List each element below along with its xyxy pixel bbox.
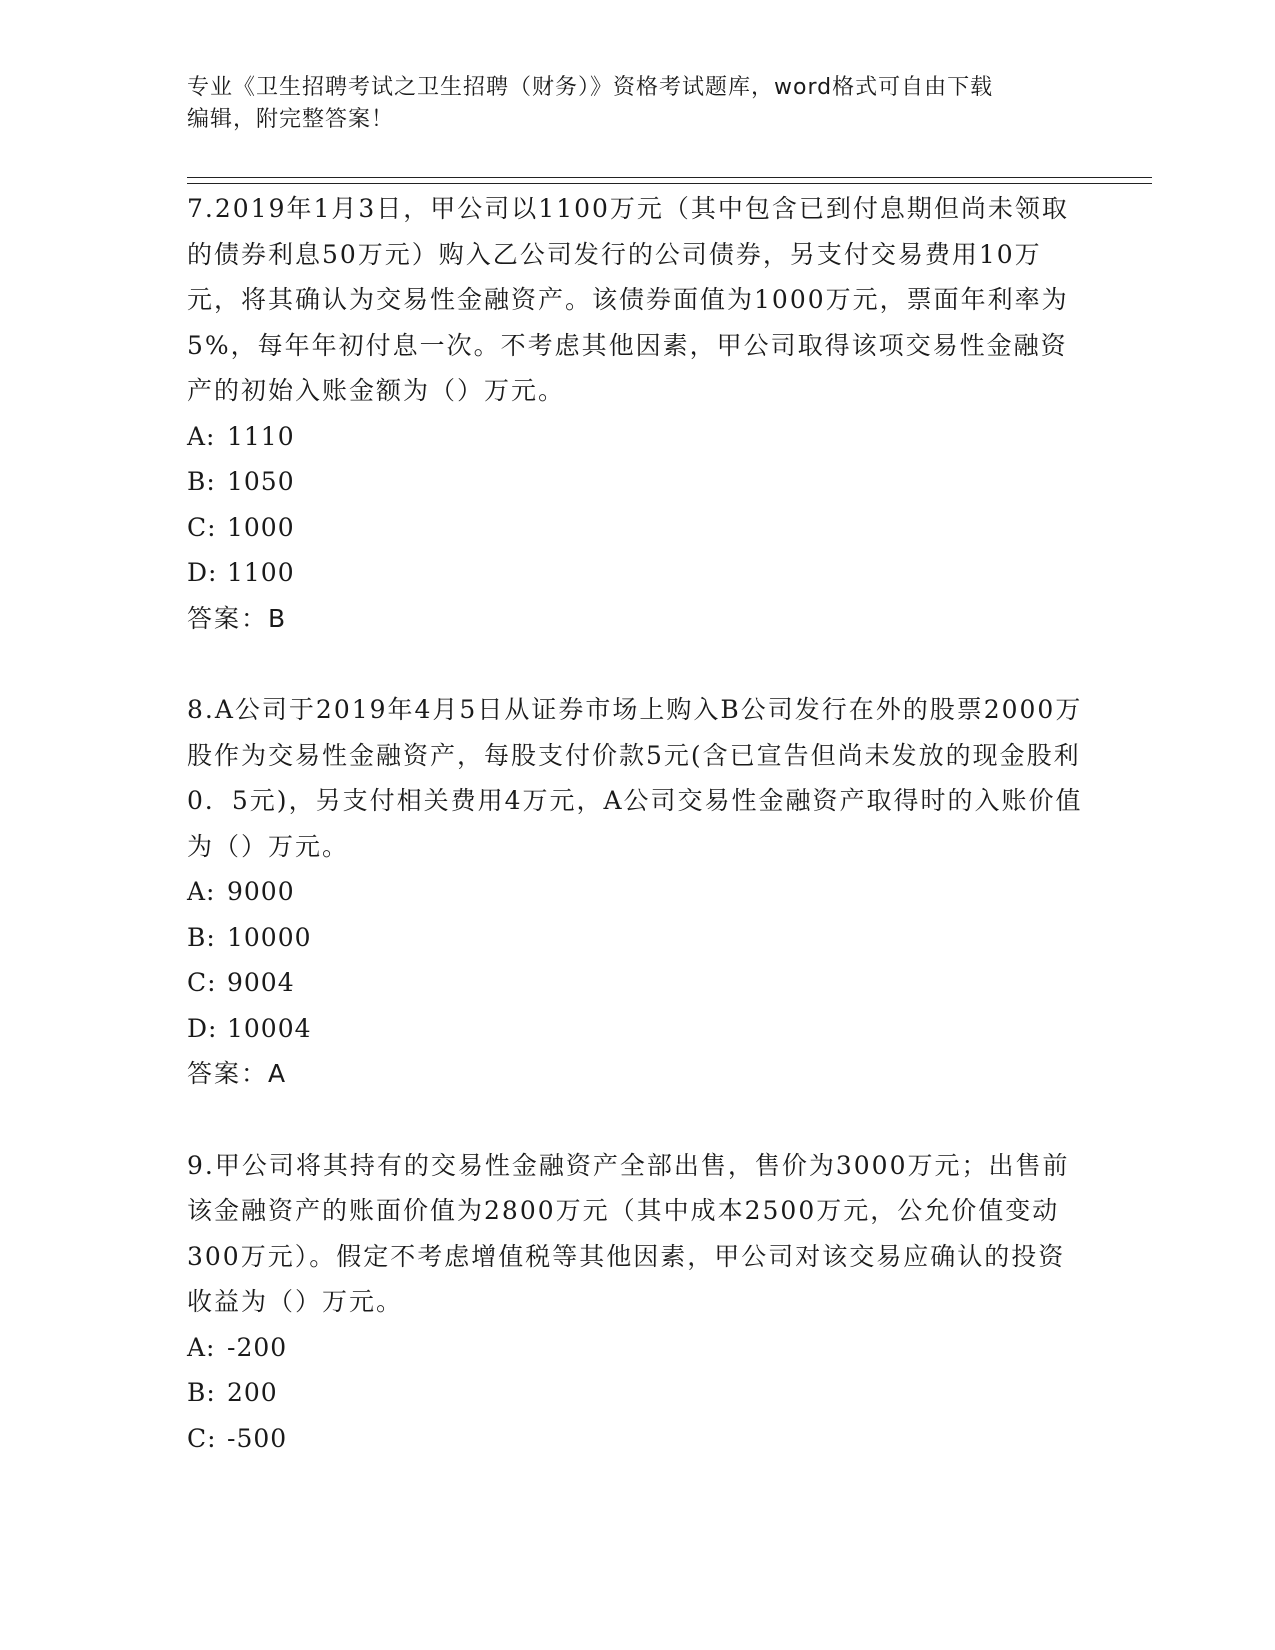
option-letter: A: [187,421,216,451]
option-text: 10000 [227,922,312,952]
option-letter: B: [187,467,216,496]
option-text: 200 [227,1378,278,1407]
option-letter: C: [187,512,217,542]
option-text: 1110 [227,421,295,451]
question-stem: 8.A公司于2019年4月5日从证券市场上购入B公司发行在外的股票2000万股作为交易性金融资产，每股支付价款5元(含已宣告但尚未发放的现金股利0．5元)，另支付相关费用4万元，A公司交易性金融资产取得时的入账价值为（）万元。 [187,695,1083,861]
header-line-1: 专业《卫生招聘考试之卫生招聘（财务）》资格考试题库，word格式可自由下载 [187,75,994,100]
option-text: 9004 [227,968,295,997]
header-divider-bottom [187,183,1152,184]
option-letter: A: [187,877,216,906]
option-text: 9000 [227,877,295,906]
option-letter: B: [187,1378,216,1407]
document-header [187,72,1087,136]
option-b [187,1370,1087,1416]
option-text: 1000 [227,512,295,542]
header-divider-top [187,177,1152,178]
option-text: -200 [227,1332,288,1362]
answer-line: 答案：B [187,603,288,633]
option-letter: C: [187,968,217,997]
option-letter: A: [187,1332,216,1362]
question-9 [187,1143,1087,1462]
question-stem: 7.2019年1月3日，甲公司以1100万元（其中包含已到付息期但尚未领取的债券利息50万元）购入乙公司发行的公司债券，另支付交易费用10万元，将其确认为交易性金融资产。该债券面值为1000万元，票面年利率为5%，每年年初付息一次。不考虑其他因素，甲公司取得该项交易性金融资产的初始入账金额为（）万元。 [187,194,1069,405]
question-stem: 9.甲公司将其持有的交易性金融资产全部出售，售价为3000万元；出售前该金融资产的账面价值为2800万元（其中成本2500万元，公允价值变动300万元）。假定不考虑增值税等其他因素，甲公司对该交易应确认的投资收益为（）万元。 [187,1150,1070,1316]
option-text: -500 [227,1423,288,1453]
question-7 [187,186,1087,641]
option-c [187,960,1087,1006]
option-a [187,1325,1087,1371]
option-c [187,505,1087,551]
answer-line: 答案：A [187,1059,288,1088]
option-text: 10004 [227,1013,312,1043]
header-line-2: 编辑，附完整答案！ [187,107,395,132]
option-b [187,915,1087,961]
option-c [187,1416,1087,1462]
option-letter: B: [187,922,216,952]
option-letter: C: [187,1423,217,1453]
option-text: 1100 [227,558,295,587]
question-8 [187,687,1087,1097]
question-list [187,186,1087,1507]
option-letter: D: [187,558,218,587]
option-text: 1050 [227,467,295,496]
option-letter: D: [187,1013,218,1043]
option-d [187,1006,1087,1052]
option-d [187,550,1087,596]
option-a [187,414,1087,460]
option-a [187,869,1087,915]
option-b [187,459,1087,505]
